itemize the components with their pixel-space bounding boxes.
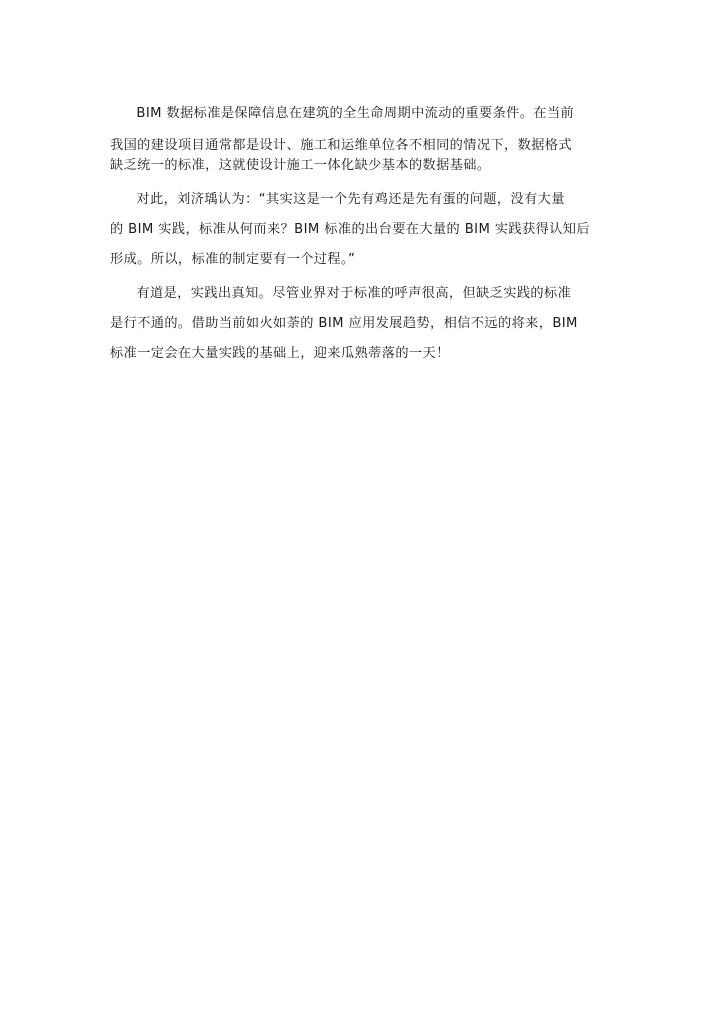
paragraph-1 [110,104,610,176]
paragraph-line: 是行不通的。借助当前如火如荼的 BIM 应用发展趋势，相信不远的将来，BIM [110,316,578,331]
paragraph-line: 缺乏统一的标准，这就使设计施工一体化缺少基本的数据基础。 [110,158,491,173]
document-body [110,104,610,376]
paragraph-line: 的 BIM 实践，标准从何而来？BIM 标准的出台要在大量的 BIM 实践获得认知后 [110,222,590,237]
paragraph-line: 形成。所以，标准的制定要有一个过程。” [110,252,356,267]
paragraph-line: 对此，刘济瑀认为：“其实这是一个先有鸡还是先有蛋的问题，没有大量 [136,192,565,207]
paragraph-line: 标准一定会在大量实践的基础上，迎来瓜熟蒂落的一天！ [110,346,450,361]
paragraph-line: BIM 数据标准是保障信息在建筑的全生命周期中流动的重要条件。在当前 [136,106,575,121]
paragraph-2 [110,190,610,270]
paragraph-line: 我国的建设项目通常都是设计、施工和运维单位各不相同的情况下，数据格式 [110,138,572,153]
paragraph-line: 有道是，实践出真知。尽管业界对于标准的呼声很高，但缺乏实践的标准 [136,286,572,301]
paragraph-3 [110,284,610,364]
